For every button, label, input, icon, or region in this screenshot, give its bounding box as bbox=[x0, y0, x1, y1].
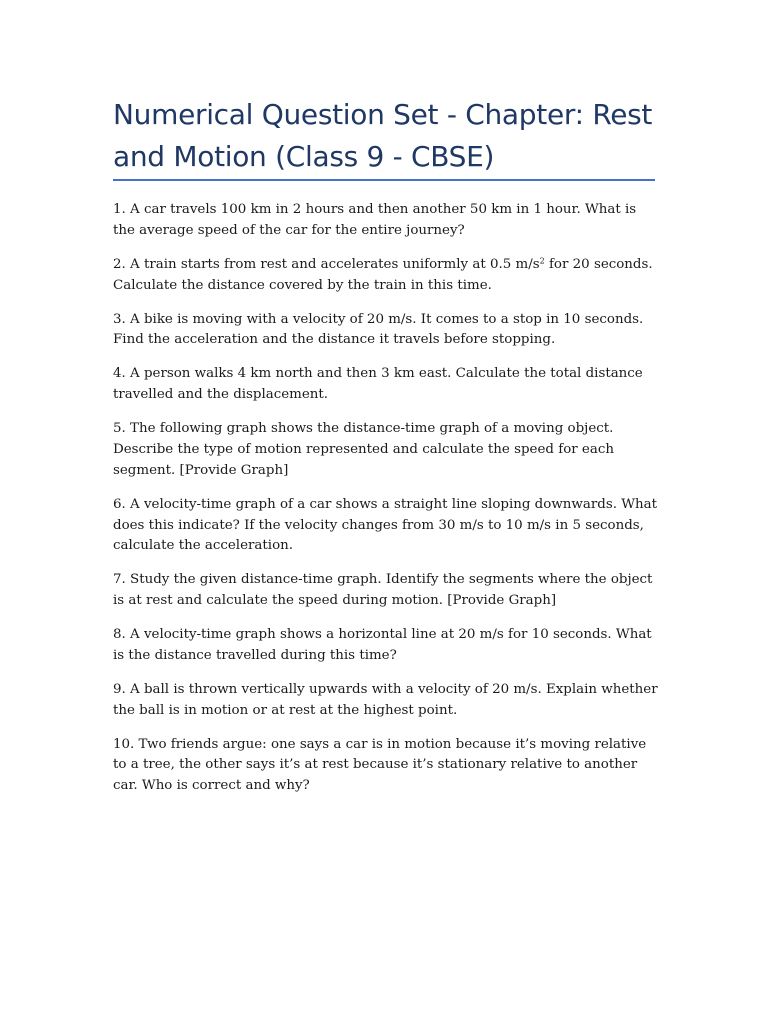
superscript-exponent: 2 bbox=[539, 256, 545, 266]
question-item: 10. Two friends argue: one says a car is in motion because it’s moving relative to a tree, the other says it’s at rest because it’s stationary relative to another car. Who is correct and why? bbox=[113, 736, 647, 794]
question-text: for 20 seconds. Calculate the distance covered by the train in this time. bbox=[113, 256, 653, 293]
question-text: 2. A train starts from rest and accelerates uniformly at 0.5 m/s bbox=[113, 256, 540, 272]
question-list bbox=[113, 200, 658, 810]
question-item: 1. A car travels 100 km in 2 hours and then another 50 km in 1 hour. What is the average speed of the car for the entire journey? bbox=[113, 202, 637, 238]
question-item: 6. A velocity-time graph of a car shows a straight line sloping downwards. What does this indicate? If the velocity changes from 30 m/s to 10 m/s in 5 seconds, calculate the acceleration. bbox=[113, 496, 657, 554]
question-item: 3. A bike is moving with a velocity of 20 m/s. It comes to a stop in 10 seconds. Find the acceleration and the distance it travels before stopping. bbox=[113, 311, 644, 348]
question-item: 9. A ball is thrown vertically upwards with a velocity of 20 m/s. Explain whether the ball is in motion or at rest at the highest point. bbox=[113, 681, 658, 718]
question-item bbox=[113, 255, 658, 297]
question-item: 4. A person walks 4 km north and then 3 km east. Calculate the total distance travelled and the displacement. bbox=[113, 366, 643, 403]
question-item: 5. The following graph shows the distance-time graph of a moving object. Describe the type of motion represented and calculate the speed for each segment. [Provide Graph] bbox=[113, 421, 614, 478]
page-title: Numerical Question Set - Chapter: Rest and Motion (Class 9 - CBSE) bbox=[113, 98, 653, 173]
question-item: 8. A velocity-time graph shows a horizontal line at 20 m/s for 10 seconds. What is the distance travelled during this time? bbox=[113, 627, 652, 663]
question-item: 7. Study the given distance-time graph. Identify the segments where the object is at rest and calculate the speed during motion. [Provide Graph] bbox=[113, 572, 653, 609]
title-underline bbox=[113, 179, 655, 181]
